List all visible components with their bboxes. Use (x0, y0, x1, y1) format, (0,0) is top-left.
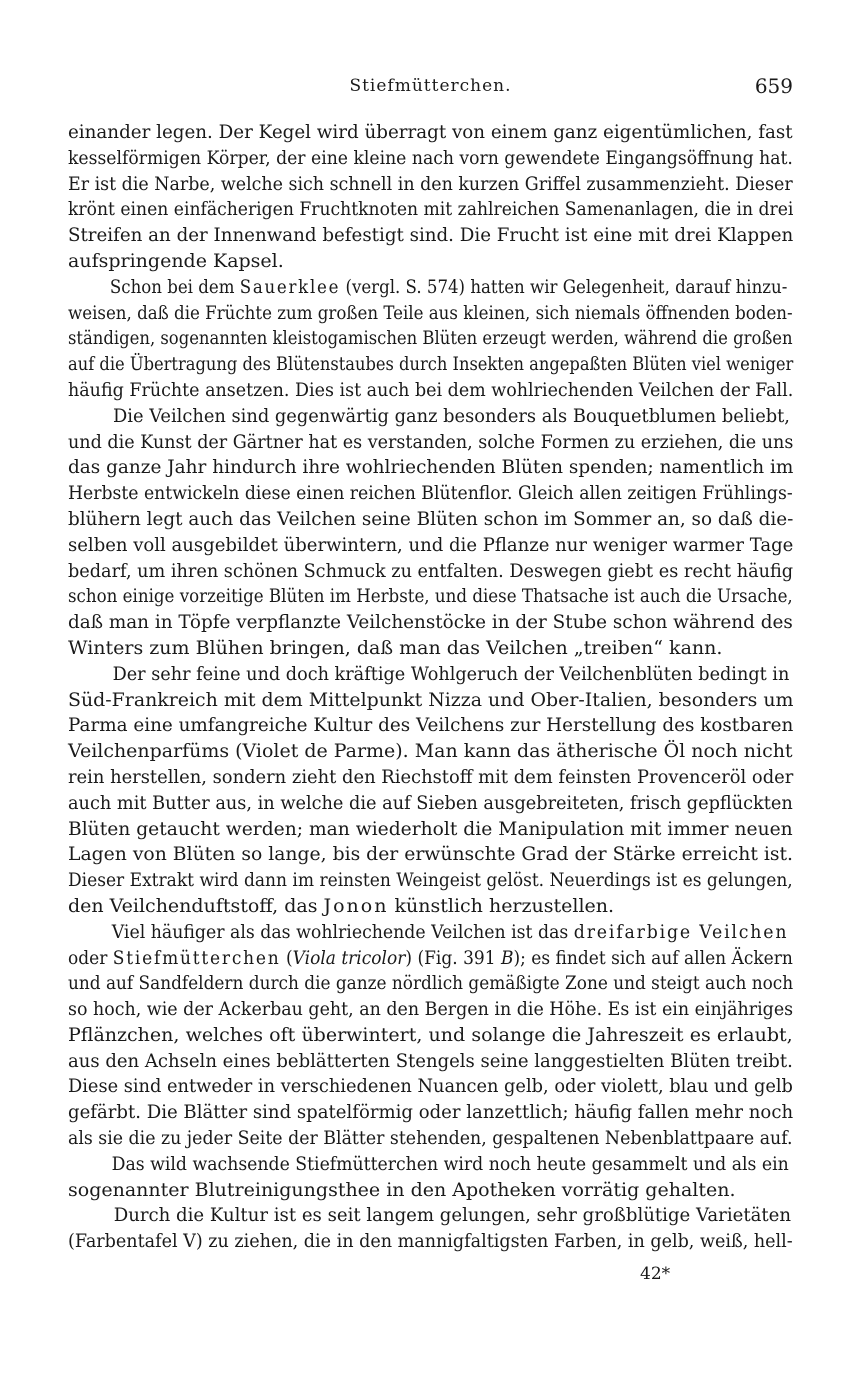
text-line: blühern legt auch das Veilchen seine Blüten schon im Sommer an, so daß die- (68, 507, 794, 530)
text-line: den Veilchenduftstoff, das Jonon künstlich herzustellen. (68, 894, 615, 917)
text-line: Diese sind entweder in verschiedenen Nuancen gelb, oder violett, blau und gelb (68, 1075, 793, 1098)
text-line: Herbste entwickeln diese einen reichen Blütenflor. Gleich allen zeitigen Frühlings- (68, 482, 793, 505)
body-text (68, 120, 793, 1255)
text-line: schon einige vorzeitige Blüten im Herbste, und diese Thatsache ist auch die Ursache, (68, 585, 793, 608)
paragraph-3 (68, 404, 793, 662)
spaced-term: Stiefmütterchen (112, 946, 281, 969)
text-line: Dieser Extrakt wird dann im reinsten Weingeist gelöst. Neuerdings ist es gelungen, (68, 869, 793, 892)
text-line: häufig Früchte ansetzen. Dies ist auch bei dem wohlriechenden Veilchen der Fall. (68, 378, 794, 401)
text-line: Lagen von Blüten so lange, bis der erwünschte Grad der Stärke erreicht ist. (68, 843, 793, 866)
text-line: Süd-Frankreich mit dem Mittelpunkt Nizza und Ober-Italien, besonders um (68, 688, 794, 711)
text-line: daß man in Töpfe verpflanzte Veilchenstöcke in der Stube schon während des (68, 611, 793, 634)
text-line: krönt einen einfächerigen Fruchtknoten mit zahlreichen Samenanlagen, die in drei (68, 198, 794, 221)
paragraph-2 (68, 275, 793, 404)
text-line: so hoch, wie der Ackerbau geht, an den Bergen in die Höhe. Es ist ein einjähriges (68, 998, 794, 1021)
text-line: ständigen, sogenannten kleistogamischen Blüten erzeugt werden, während die großen (68, 327, 793, 350)
text-line: Durch die Kultur ist es seit langem gelungen, sehr großblütige Varietäten (113, 1204, 792, 1227)
page-header (68, 74, 793, 100)
text-line: Das wild wachsende Stiefmütterchen wird noch heute gesammelt und als ein (111, 1152, 789, 1175)
text-line: als sie die zu jeder Seite der Blätter stehenden, gespaltenen Nebenblattpaare auf. (68, 1127, 793, 1150)
spaced-term: dreifarbige Veilchen (573, 920, 789, 943)
text-line: Blüten getaucht werden; man wiederholt die Manipulation mit immer neuen (68, 817, 793, 840)
text-line: kesselförmigen Körper, der eine kleine nach vorn gewendete Eingangsöffnung hat. (68, 146, 793, 169)
text-line: auf die Übertragung des Blütenstaubes durch Insekten angepaßten Blüten viel weniger (68, 353, 794, 376)
text-line: Veilchenparfüms (Violet de Parme). Man kann das ätherische Öl noch nicht (68, 740, 793, 763)
text-line: rein herstellen, sondern zieht den Riechstoff mit dem feinsten Provenceröl oder (68, 765, 794, 788)
spaced-term: Sauerklee (239, 275, 341, 298)
latin-name: Viola tricolor (292, 946, 406, 969)
running-title: Stiefmütterchen. (349, 76, 512, 96)
text-line: (Farbentafel V) zu ziehen, die in den mannigfaltigsten Farben, in gelb, weiß, hell- (68, 1230, 793, 1253)
text-line: Pflänzchen, welches oft überwintert, und solange die Jahreszeit es erlaubt, (68, 1023, 793, 1046)
paragraph-7 (68, 1203, 793, 1255)
text-line: Winters zum Blühen bringen, daß man das Veilchen „treiben“ kann. (68, 636, 723, 659)
signature-mark: 42* (640, 1264, 671, 1284)
text-line: Viel häufiger als das wohlriechende Veilchen ist das dreifarbige Veilchen (111, 920, 789, 943)
text-line: weisen, daß die Früchte zum großen Teile aus kleinen, sich niemals öffnenden boden- (68, 301, 793, 324)
paragraph-1 (68, 120, 793, 275)
text-line: Die Veilchen sind gegenwärtig ganz besonders als Bouquetblumen beliebt, (113, 404, 790, 427)
paragraph-6 (68, 1152, 793, 1204)
text-line: das ganze Jahr hindurch ihre wohlriechenden Blüten spenden; namentlich im (68, 456, 794, 479)
page-number: 659 (754, 74, 793, 98)
text-line: Der sehr feine und doch kräftige Wohlgeruch der Veilchenblüten bedingt in (112, 662, 790, 685)
text-line: und die Kunst der Gärtner hat es verstanden, solche Formen zu erziehen, die uns (68, 430, 794, 453)
text-line: oder Stiefmütterchen (Viola tricolor) (Fig. 391 B); es findet sich auf allen Äckern (68, 946, 793, 969)
text-line: Schon bei dem Sauerklee (vergl. S. 574) hatten wir Gelegenheit, darauf hinzu- (109, 275, 788, 298)
paragraph-4 (68, 662, 793, 920)
text-line: bedarf, um ihren schönen Schmuck zu entfalten. Deswegen giebt es recht häufig (68, 559, 794, 582)
text-line: einander legen. Der Kegel wird überragt von einem ganz eigentümlichen, fast (68, 121, 793, 143)
text-line: auch mit Butter aus, in welche die auf Sieben ausgebreiteten, frisch gepflückten (68, 791, 793, 814)
spaced-term: Jonon (323, 894, 389, 917)
text-line: selben voll ausgebildet überwintern, und die Pflanze nur weniger warmer Tage (68, 533, 794, 556)
text-line: aus den Achseln eines beblätterten Stengels seine langgestielten Blüten treibt. (68, 1049, 793, 1072)
text-line: sogenannter Blutreinigungsthee in den Apotheken vorrätig gehalten. (68, 1178, 736, 1201)
text-line: und auf Sandfeldern durch die ganze nördlich gemäßigte Zone und steigt auch noch (68, 972, 794, 995)
text-line: Parma eine umfangreiche Kultur des Veilchens zur Herstellung des kostbaren (68, 714, 794, 737)
paragraph-5 (68, 920, 793, 1152)
text-line: Streifen an der Innenwand befestigt sind. Die Frucht ist eine mit drei Klappen (68, 224, 794, 247)
text-line: gefärbt. Die Blätter sind spatelförmig oder lanzettlich; häufig fallen mehr noch (68, 1101, 794, 1124)
figure-letter: B (500, 946, 514, 969)
text-line: aufspringende Kapsel. (68, 249, 284, 272)
text-line: Er ist die Narbe, welche sich schnell in den kurzen Griffel zusammenzieht. Dieser (68, 172, 793, 195)
